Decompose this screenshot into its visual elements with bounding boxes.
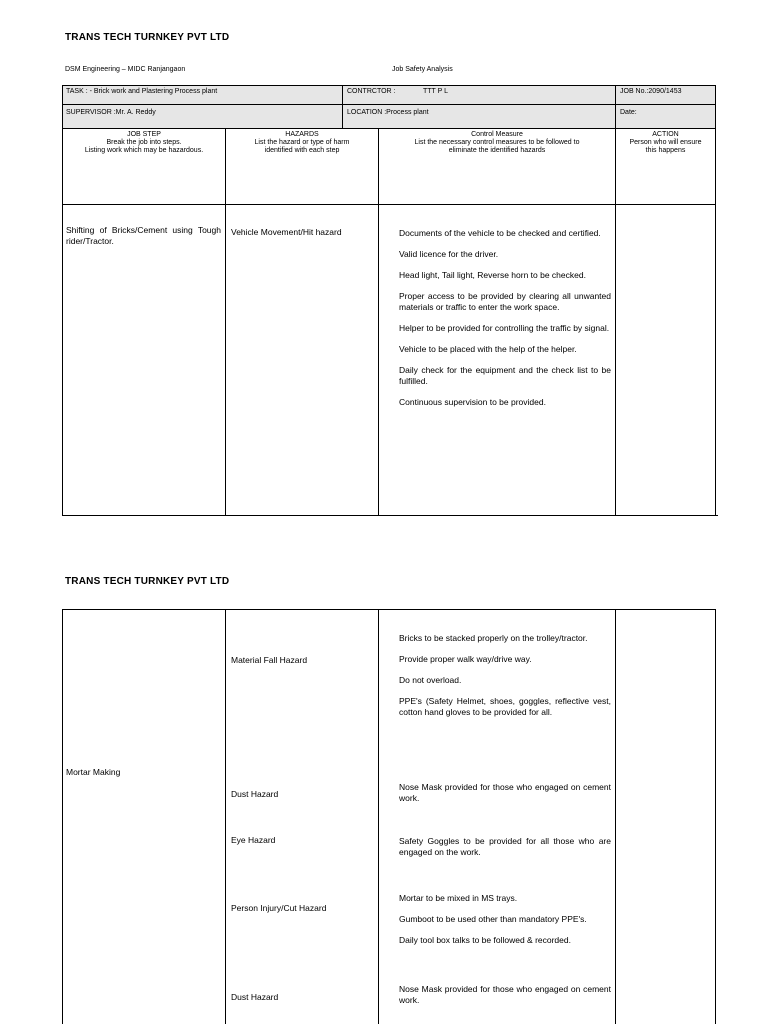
controls-dust-2: Nose Mask provided for those who engaged on cement work. [399, 984, 611, 1005]
company-name-page2: TRANS TECH TURNKEY PVT LTD [65, 576, 230, 587]
col-header-hazards: HAZARDS List the hazard or type of harm identified with each step [254, 131, 350, 154]
hazard-vehicle: Vehicle Movement/Hit hazard [231, 227, 342, 237]
task-field: TASK : - Brick work and Plastering Process plant [66, 88, 218, 95]
job-number: JOB No.:2090/1453 [620, 88, 682, 95]
contractor-value: TTT P L [423, 88, 449, 95]
col-header-job-step: JOB STEP Break the job into steps. Listing work which may be hazardous. [84, 131, 204, 154]
job-step-shifting: Shifting of Bricks/Cement using Tough rider/Tractor. [66, 225, 221, 246]
hazard-material-fall: Material Fall Hazard [231, 655, 308, 665]
location-field: LOCATION :Process plant [347, 109, 429, 116]
document-title: Job Safety Analysis [392, 66, 453, 73]
hazard-dust: Dust Hazard [231, 789, 279, 799]
client-name: DSM Engineering – MIDC Ranjangaon [65, 66, 186, 73]
col-header-action: ACTION Person who will ensure this happens [629, 131, 702, 154]
controls-eye: Safety Goggles to be provided for all those who are engaged on the work. [399, 836, 611, 857]
hazard-eye: Eye Hazard [231, 835, 276, 845]
info-row-2 [62, 104, 716, 129]
hazard-person-injury: Person Injury/Cut Hazard [231, 903, 327, 913]
contractor-label: CONTRCTOR : [347, 88, 396, 95]
supervisor-field: SUPERVISOR :Mr. A. Reddy [66, 109, 156, 116]
col-header-control: Control Measure List the necessary control measures to be followed to eliminate the identified hazards [414, 131, 580, 154]
company-name: TRANS TECH TURNKEY PVT LTD [65, 32, 230, 43]
controls-vehicle: Documents of the vehicle to be checked and certified. Valid licence for the driver. Head light, Tail light, Reverse horn to be checked. Proper access to be provided by clearing all unwanted materials or traffic to enter the work space. Helper to be provided for controlling the traffic by signal. Vehicle to be placed with the help of the helper. Daily check for the equipment and the check list to be fulfilled. Continuous supervision to be provided. [399, 228, 611, 407]
controls-person-injury: Mortar to be mixed in MS trays. Gumboot to be used other than mandatory PPE's. Daily tool box talks to be followed & recorded. [399, 893, 587, 945]
controls-material-fall: Bricks to be stacked properly on the trolley/tractor. Provide proper walk way/drive way. Do not overload. PPE's (Safety Helmet, shoes, goggles, reflective vest, cotton hand gloves to be provided for all. [399, 633, 611, 717]
date-field: Date: [620, 109, 637, 116]
job-step-mortar: Mortar Making [66, 767, 121, 777]
hazard-dust-2: Dust Hazard [231, 992, 279, 1002]
controls-dust: Nose Mask provided for those who engaged on cement work. [399, 782, 611, 803]
